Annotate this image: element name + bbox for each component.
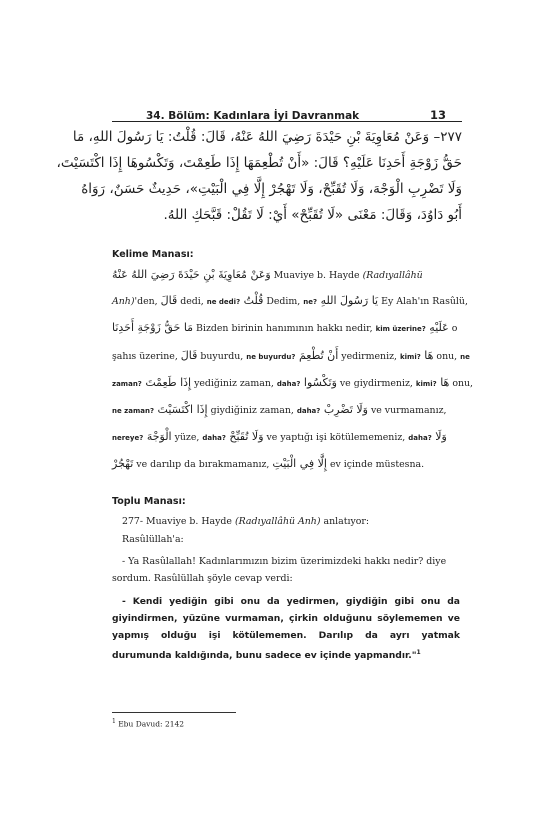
running-head — [146, 108, 446, 122]
arabic-line: أَبُو دَاوُدَ، وَقَالَ: مَعْنَى «لَا تُقَبِّحْ» أَيْ: لَا تَقُلْ: قَبَّحَكِ اللهُ. — [163, 207, 462, 223]
footnote-marker: 1 — [416, 649, 421, 656]
header-rule — [112, 121, 462, 122]
gloss-text: onu, — [449, 377, 474, 389]
gloss-arabic: أَنْ تُطْعِمَ — [295, 348, 339, 362]
translation-intro — [112, 514, 460, 531]
gloss-line — [112, 343, 470, 370]
gloss-arabic: وَلَا — [431, 430, 447, 444]
gloss-text: ve yaptığı işi kötülememeniz, — [263, 432, 409, 444]
gloss-line — [112, 288, 468, 315]
gloss-question: zaman? — [112, 379, 142, 388]
answer-text: - Kendi yediğin gibi onu da yedirmen, giydiğin gibi onu da giyindirmen, yüzüne vurmaman, çirkin olduğunu söylememen ve yapmış olduğu işi kötülememen. Darılıp da ayrı yatmak durumunda kaldığında, bunu sadece ev içinde yapmandır." — [112, 596, 460, 662]
gloss-question: daha? — [276, 379, 301, 388]
footnote-number: 1 — [112, 718, 116, 725]
gloss-line — [112, 451, 464, 477]
gloss-italic: Anh) — [112, 296, 135, 308]
gloss-text: giydiğiniz zaman, — [207, 405, 297, 417]
gloss-text: o — [448, 323, 458, 335]
arabic-line: حَقُّ زَوْجَةِ أَحَدِنَا عَلَيْهِ؟ قَالَ: «أَنْ تُطْعِمَهَا إِذَا طَعِمْتَ، وَتَكْسُوهَا إِذَا اكْتَسَيْتَ، — [56, 155, 462, 171]
gloss-text: yüze, — [171, 432, 203, 444]
word-meaning-section — [112, 262, 474, 478]
gloss-question: kimi? — [399, 352, 421, 361]
gloss-question: daha? — [296, 407, 321, 416]
gloss-question: ne dedi? — [206, 298, 241, 307]
gloss-question: ne? — [303, 298, 318, 307]
gloss-line — [112, 370, 474, 397]
gloss-text: yediğiniz zaman, — [191, 377, 277, 389]
kelime-heading: Kelime Manası: — [112, 249, 194, 260]
gloss-arabic: إِذَا طَعِمْتَ — [141, 375, 192, 389]
gloss-question: kimi? — [415, 379, 437, 388]
gloss-line — [112, 424, 464, 451]
page-number: 13 — [429, 108, 446, 122]
gloss-arabic: الْوَجْهَ — [143, 430, 172, 444]
gloss-text: dedi, — [177, 296, 207, 308]
gloss-arabic: تَهْجُرْ — [112, 457, 134, 471]
translation-paragraph: - Ya Rasûlallah! Kadınlarımızın bizim üzerimizdeki hakkı nedir? diye sordum. Rasûlüllah şöyle cevap verdi: — [112, 556, 447, 584]
gloss-question: ne buyurdu? — [246, 352, 296, 361]
gloss-text: Bizden birinin hanımının hakkı nedir, — [193, 323, 376, 335]
gloss-line — [112, 397, 464, 424]
gloss-arabic: وَتَكْسُوا — [300, 375, 337, 389]
gloss-text: Muaviye b. Hayde — [270, 270, 363, 281]
intro-text: anlatıyor: — [320, 516, 370, 527]
gloss-arabic: وَلَا تَضْرِبْ — [320, 403, 368, 417]
gloss-text: ve darılıp da bırakmamanız, — [133, 459, 273, 471]
arabic-hadith-text — [56, 124, 462, 228]
gloss-italic: (Radıyallâhü — [362, 270, 423, 281]
gloss-arabic: قُلْتُ — [240, 294, 264, 308]
gloss-arabic: هَا — [436, 375, 450, 389]
footnote-rule — [112, 712, 236, 713]
translation-section — [112, 514, 460, 664]
footnote — [112, 718, 184, 729]
gloss-arabic: هَا — [420, 348, 434, 362]
intro-text: 277- Muaviye b. Hayde — [122, 516, 235, 527]
gloss-text: şahıs üzerine, — [112, 350, 181, 362]
gloss-text: ve vurmamanız, — [367, 405, 447, 417]
gloss-arabic: مَا حَقُّ زَوْجَةِ أَحَدِنَا — [112, 321, 194, 335]
gloss-arabic: وَعَنْ مُعَاوِيَةَ بْنِ حَيْدَةَ رَضِيَ اللهُ عَنْهُ — [112, 268, 271, 281]
translation-paragraph: Rasûlüllah'a: — [122, 533, 184, 545]
gloss-text: ve giydirmeniz, — [336, 377, 416, 389]
arabic-line: وَلَا تَضْرِبِ الْوَجْهَ، وَلَا تُقَبِّحْ، وَلَا تَهْجُرْ إِلَّا فِي الْبَيْتِ»، حَدِيثٌ حَسَنٌ، رَوَاهُ — [81, 181, 462, 197]
intro-italic: (Radıyallâhü Anh) — [234, 516, 321, 527]
gloss-line — [112, 315, 464, 342]
arabic-line: ٢٧٧– وَعَنْ مُعَاوِيَةَ بْنِ حَيْدَةَ رَضِيَ اللهُ عَنْهُ، قَالَ: قُلْتُ: يَا رَسُولَ اللهِ، مَا — [72, 129, 462, 145]
gloss-text: buyurdu, — [197, 350, 247, 362]
chapter-title: 34. Bölüm: Kadınlara İyi Davranmak — [146, 110, 360, 122]
gloss-arabic: إِذَا اكْتَسَيْتَ — [154, 403, 208, 417]
gloss-question: nereye? — [112, 434, 144, 443]
gloss-question: daha? — [408, 434, 432, 443]
gloss-line — [112, 262, 464, 288]
gloss-text: yedirmeniz, — [338, 350, 400, 362]
gloss-arabic: قَالَ — [160, 294, 178, 308]
footnote-text: Ebu Davud: 2142 — [115, 719, 185, 729]
toplu-heading: Toplu Manası: — [112, 496, 186, 507]
gloss-question: daha? — [202, 434, 226, 443]
gloss-arabic: عَلَيْهِ — [425, 321, 449, 335]
gloss-text: Dedim, — [263, 296, 304, 308]
gloss-text: 'den, — [134, 296, 161, 308]
gloss-question: ne — [460, 352, 470, 361]
gloss-question: kim üzerine? — [375, 325, 426, 334]
gloss-question: ne zaman? — [112, 407, 155, 416]
gloss-arabic: قَالَ — [180, 348, 198, 362]
gloss-text: ev içinde müstesna. — [327, 459, 425, 471]
gloss-arabic: يَا رَسُولَ اللهِ — [317, 294, 379, 308]
prophet-answer — [112, 593, 460, 664]
gloss-text: Ey Alah'ın Rasûlü, — [378, 296, 468, 308]
gloss-arabic: إِلَّا فِي الْبَيْتِ — [272, 457, 327, 471]
gloss-arabic: وَلَا تُقَبِّحْ — [225, 430, 264, 444]
gloss-text: onu, — [433, 350, 461, 362]
